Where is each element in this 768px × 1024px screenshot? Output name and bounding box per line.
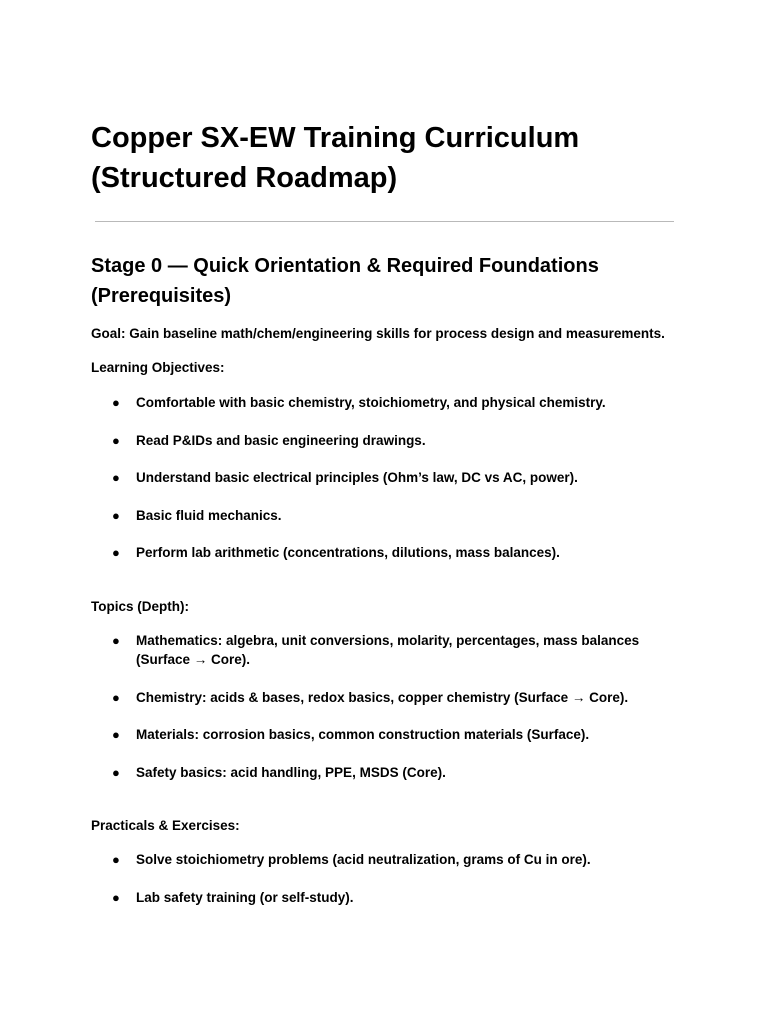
horizontal-divider [95, 221, 674, 222]
stage-0-heading [91, 251, 691, 311]
topic-text: Safety basics: acid handling, PPE, MSDS (Core). [136, 764, 446, 780]
list-item [91, 850, 691, 869]
bullet-icon: ● [112, 395, 120, 410]
document-title [91, 118, 691, 198]
topic-text: Materials: corrosion basics, common construction materials (Surface). [136, 727, 590, 742]
practical-text: Lab safety training (or self-study). [136, 889, 354, 905]
list-item [91, 468, 691, 487]
bullet-icon: ● [112, 470, 120, 485]
topics-list [91, 631, 691, 800]
practicals-list [91, 850, 691, 925]
topic-text: Chemistry: acids & bases, redox basics, copper chemistry (Surface → Core). [136, 689, 629, 705]
stage-0-heading-line-1: Stage 0 — Quick Orientation & Required Foundations [91, 255, 599, 277]
bullet-icon: ● [112, 633, 120, 648]
topic-text-line-1: Mathematics: algebra, unit conversions, molarity, percentages, mass balances [136, 633, 640, 648]
bullet-icon: ● [112, 852, 120, 867]
list-item [91, 506, 691, 525]
list-item [91, 688, 691, 707]
list-item [91, 725, 691, 744]
objective-text: Read P&IDs and basic engineering drawings. [136, 432, 426, 448]
bullet-icon: ● [112, 727, 120, 742]
objective-text: Perform lab arithmetic (concentrations, dilutions, mass balances). [136, 545, 560, 560]
document-title-line-1: Copper SX-EW Training Curriculum [91, 122, 580, 154]
list-item [91, 543, 691, 562]
document-title-line-2: (Structured Roadmap) [91, 162, 398, 194]
bullet-icon: ● [112, 689, 120, 705]
practical-text: Solve stoichiometry problems (acid neutralization, grams of Cu in ore). [136, 852, 591, 867]
topic-text-line-2: (Surface → Core). [136, 652, 251, 667]
objective-text: Basic fluid mechanics. [136, 507, 282, 523]
list-item [91, 393, 691, 412]
objective-text: Comfortable with basic chemistry, stoichiometry, and physical chemistry. [136, 395, 606, 410]
learning-objectives-label: Learning Objectives: [91, 360, 225, 375]
list-item [91, 888, 691, 907]
bullet-icon: ● [112, 889, 120, 905]
list-item [91, 763, 691, 782]
bullet-icon: ● [112, 507, 120, 523]
list-item [91, 631, 691, 669]
goal-paragraph: Goal: Gain baseline math/chem/engineering skills for process design and measurements. [91, 326, 665, 341]
bullet-icon: ● [112, 545, 120, 560]
practicals-label: Practicals & Exercises: [91, 818, 240, 833]
bullet-icon: ● [112, 764, 120, 780]
bullet-icon: ● [112, 432, 120, 448]
list-item [91, 431, 691, 450]
objective-text: Understand basic electrical principles (Ohm’s law, DC vs AC, power). [136, 470, 578, 485]
stage-0-heading-line-2: (Prerequisites) [91, 285, 232, 307]
topics-label: Topics (Depth): [91, 599, 189, 614]
learning-objectives-list [91, 393, 691, 581]
